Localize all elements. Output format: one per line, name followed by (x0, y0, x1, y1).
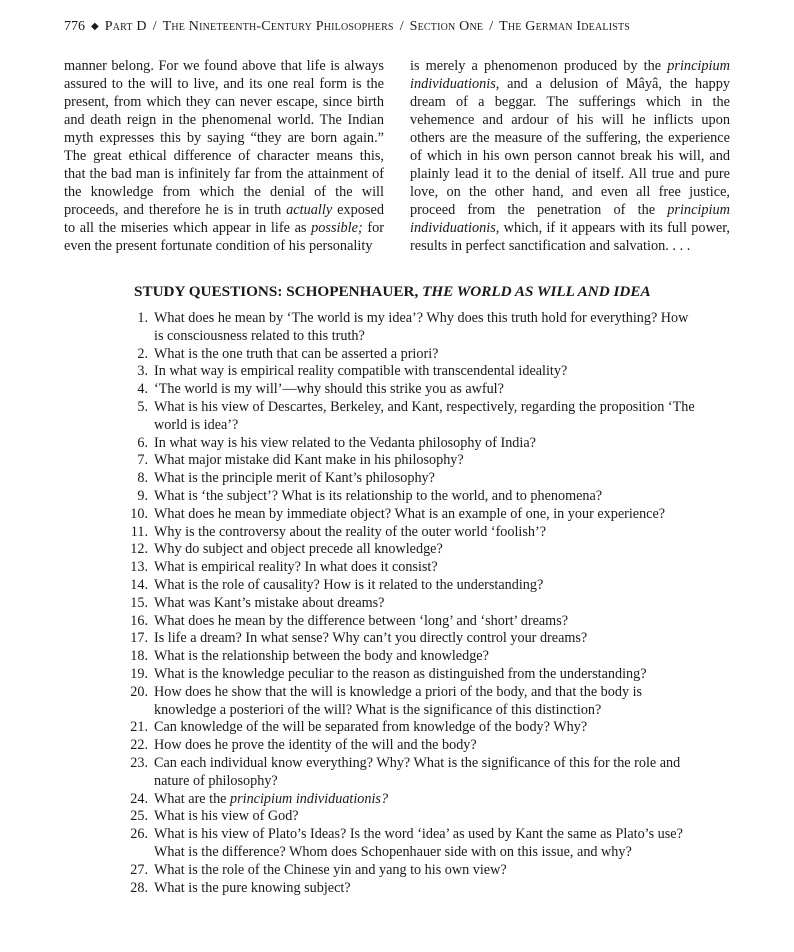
right-paragraph (410, 58, 730, 255)
question-text (154, 452, 700, 470)
study-question (100, 470, 700, 488)
question-text-run: Why do subject and object precede all knowledge? (154, 541, 443, 558)
question-number: 11. (130, 523, 148, 540)
study-question (100, 524, 700, 542)
question-text-run: What major mistake did Kant make in his philosophy? (154, 452, 464, 469)
question-text (154, 506, 700, 524)
question-number: 28. (130, 879, 148, 896)
study-question (100, 826, 700, 862)
question-italic-run: principium individuationis? (230, 790, 389, 807)
question-text-run: What does he mean by ‘The world is my idea’? Why does this truth hold for everything? How is consciousness related to this truth? (154, 310, 689, 344)
question-text (154, 808, 700, 826)
subsection-label: The German Idealists (499, 19, 631, 34)
question-number: 24. (130, 790, 148, 807)
question-text-run: What is the principle merit of Kant’s philosophy? (154, 470, 435, 487)
study-question (100, 452, 700, 470)
question-text-run: What is the role of the Chinese yin and yang to his own view? (154, 861, 507, 878)
italic-run: actually (286, 201, 333, 218)
question-text (154, 470, 700, 488)
italic-run: possible; (311, 219, 363, 236)
question-text (154, 435, 700, 453)
study-question (100, 719, 700, 737)
question-number: 1. (137, 310, 148, 326)
question-text (154, 737, 700, 755)
question-text-run: What is the relationship between the body and knowledge? (154, 648, 489, 665)
study-question (100, 381, 700, 399)
question-number: 2. (137, 345, 148, 362)
text-run: is merely a phenomenon produced by the (410, 58, 668, 74)
study-question (100, 559, 700, 577)
separator: / (489, 19, 494, 34)
study-question (100, 595, 700, 613)
question-text (154, 541, 700, 559)
study-question (100, 541, 700, 559)
left-text-column (64, 58, 384, 255)
study-question (100, 399, 700, 435)
question-text (154, 862, 700, 880)
question-text-run: How does he prove the identity of the will and the body? (154, 737, 477, 754)
question-number: 8. (137, 470, 148, 487)
question-number: 10. (130, 505, 148, 522)
question-number: 17. (130, 630, 148, 647)
italic-run: principium individuationis, (410, 58, 730, 92)
study-question (100, 363, 700, 381)
section-label: Section One (409, 19, 484, 34)
study-question (100, 346, 700, 364)
question-text (154, 719, 700, 737)
question-text (154, 559, 700, 577)
running-head (64, 17, 754, 38)
right-text-column (410, 58, 730, 255)
question-text-run: What is his view of God? (154, 808, 299, 825)
study-question (100, 880, 700, 898)
study-question (100, 488, 700, 506)
question-number: 26. (130, 826, 148, 843)
book-title: The Nineteenth-Century Philosophers (162, 19, 394, 34)
question-text (154, 310, 700, 346)
question-text-run: What is empirical reality? In what does it consist? (154, 559, 438, 576)
question-text-run: What is his view of Plato’s Ideas? Is the word ‘idea’ as used by Kant the same as Plato’s use? What is the difference? Whom does Schopenhauer side with on this issue, and why? (154, 826, 683, 860)
left-paragraph (64, 58, 384, 255)
question-text-run: What are the (154, 790, 231, 807)
question-text-run: How does he show that the will is knowledge a priori of the body, and that the body is knowledge a posteriori of the will? What is the significance of this distinction? (154, 683, 643, 718)
study-question (100, 737, 700, 755)
text-run: exposed to all the miseries which appear in life as (64, 201, 384, 236)
question-number: 4. (137, 381, 148, 398)
separator: / (399, 19, 404, 34)
page-number: 776 (64, 19, 85, 34)
study-question (100, 630, 700, 648)
text-run: and a delusion of Mâyâ, the happy dream of a beggar. The sufferings which in the vehemence and ardour of his will he inflicts upon others are the measure of the suffering, the experience of which in his own person cannot break his will, and plainly lead it to the denial of itself. All true and pure love, on the other hand, and even all free justice, proceed from the penetration of the (410, 75, 730, 218)
question-number: 16. (130, 612, 148, 629)
question-text-run: What does he mean by immediate object? What is an example of one, in your experience? (154, 505, 666, 522)
question-text-run: What is his view of Descartes, Berkeley, and Kant, respectively, regarding the proposition ‘The world is idea’? (154, 398, 695, 433)
question-text-run: What is ‘the subject’? What is its relationship to the world, and to phenomena? (154, 487, 603, 504)
study-question (100, 506, 700, 524)
question-text-run: What is the one truth that can be asserted a priori? (154, 345, 439, 362)
heading-work-title: THE WORLD AS WILL AND IDEA (422, 283, 651, 300)
question-number: 5. (137, 398, 148, 415)
question-number: 19. (130, 665, 148, 682)
question-text (154, 613, 700, 631)
study-questions-heading (134, 282, 754, 302)
study-question (100, 791, 700, 809)
question-number: 12. (130, 541, 148, 558)
question-text (154, 595, 700, 613)
question-text-run: Can knowledge of the will be separated from knowledge of the body? Why? (154, 719, 588, 736)
question-number: 3. (137, 363, 148, 380)
italic-run: principium individuationis, (410, 201, 730, 236)
question-text-run: In what way is empirical reality compatible with transcendental ideality? (154, 363, 568, 380)
study-question (100, 310, 700, 346)
study-question (100, 435, 700, 453)
question-number: 7. (137, 452, 148, 469)
heading-prefix: STUDY QUESTIONS: SCHOPENHAUER, (134, 283, 423, 300)
study-question (100, 648, 700, 666)
question-text-run: ‘The world is my will’—why should this strike you as awful? (154, 381, 504, 398)
study-question (100, 577, 700, 595)
question-text-run: What is the pure knowing subject? (154, 879, 351, 896)
question-number: 27. (130, 861, 148, 878)
question-text (154, 524, 700, 542)
question-number: 13. (130, 559, 148, 576)
question-text (154, 755, 700, 791)
study-question (100, 755, 700, 791)
study-question (100, 613, 700, 631)
question-text (154, 666, 700, 684)
question-text-run: What does he mean by the difference between ‘long’ and ‘short’ dreams? (154, 612, 569, 629)
question-text (154, 880, 700, 898)
question-number: 23. (130, 754, 148, 771)
question-text-run: What is the role of causality? How is it related to the understanding? (154, 576, 544, 593)
question-number: 21. (130, 719, 148, 736)
question-number: 9. (137, 487, 148, 504)
question-text (154, 684, 700, 720)
study-questions-list (100, 310, 700, 897)
question-number: 20. (130, 683, 148, 700)
text-run: which, if it appears with its full power, results in perfect sanctification and salvation. . . . (410, 219, 730, 254)
diamond-ornament-icon: ◆ (91, 21, 99, 32)
question-text (154, 346, 700, 364)
question-text (154, 630, 700, 648)
question-text (154, 488, 700, 506)
question-text (154, 648, 700, 666)
question-number: 25. (130, 808, 148, 825)
question-number: 14. (130, 576, 148, 593)
question-text (154, 577, 700, 595)
question-text (154, 363, 700, 381)
question-number: 15. (130, 594, 148, 611)
question-text-run: Why is the controversy about the reality of the outer world ‘foolish’? (154, 523, 547, 540)
study-question (100, 684, 700, 720)
question-text-run: In what way is his view related to the Vedanta philosophy of India? (154, 434, 536, 451)
question-text-run: Is life a dream? In what sense? Why can’t you directly control your dreams? (154, 630, 588, 647)
question-text (154, 826, 700, 862)
question-text (154, 791, 700, 809)
question-number: 22. (130, 737, 148, 754)
study-question (100, 666, 700, 684)
question-text-run: What is the knowledge peculiar to the reason as distinguished from the understanding? (154, 665, 647, 682)
text-run: manner belong. For we found above that life is always assured to the will to live, and its one real form is the present, from which they can never escape, since birth and death reign in the phenomenal world. The Indian myth expresses this by saying “they are born again.” The great ethical difference of character means this, that the bad man is infinitely far from the attainment of the knowledge from which the denial of the will proceeds, and therefore he is in truth (64, 58, 384, 218)
text-run: for even the present fortunate condition of his personality (64, 219, 384, 254)
question-text (154, 381, 700, 399)
question-number: 6. (137, 434, 148, 451)
part-label: Part D (104, 19, 147, 34)
study-question (100, 862, 700, 880)
question-number: 18. (130, 648, 148, 665)
question-text-run: What was Kant’s mistake about dreams? (154, 594, 385, 611)
question-text (154, 399, 700, 435)
separator: / (152, 19, 157, 34)
question-text-run: Can each individual know everything? Why? What is the significance of this for the role and nature of philosophy? (154, 754, 681, 789)
study-question (100, 808, 700, 826)
